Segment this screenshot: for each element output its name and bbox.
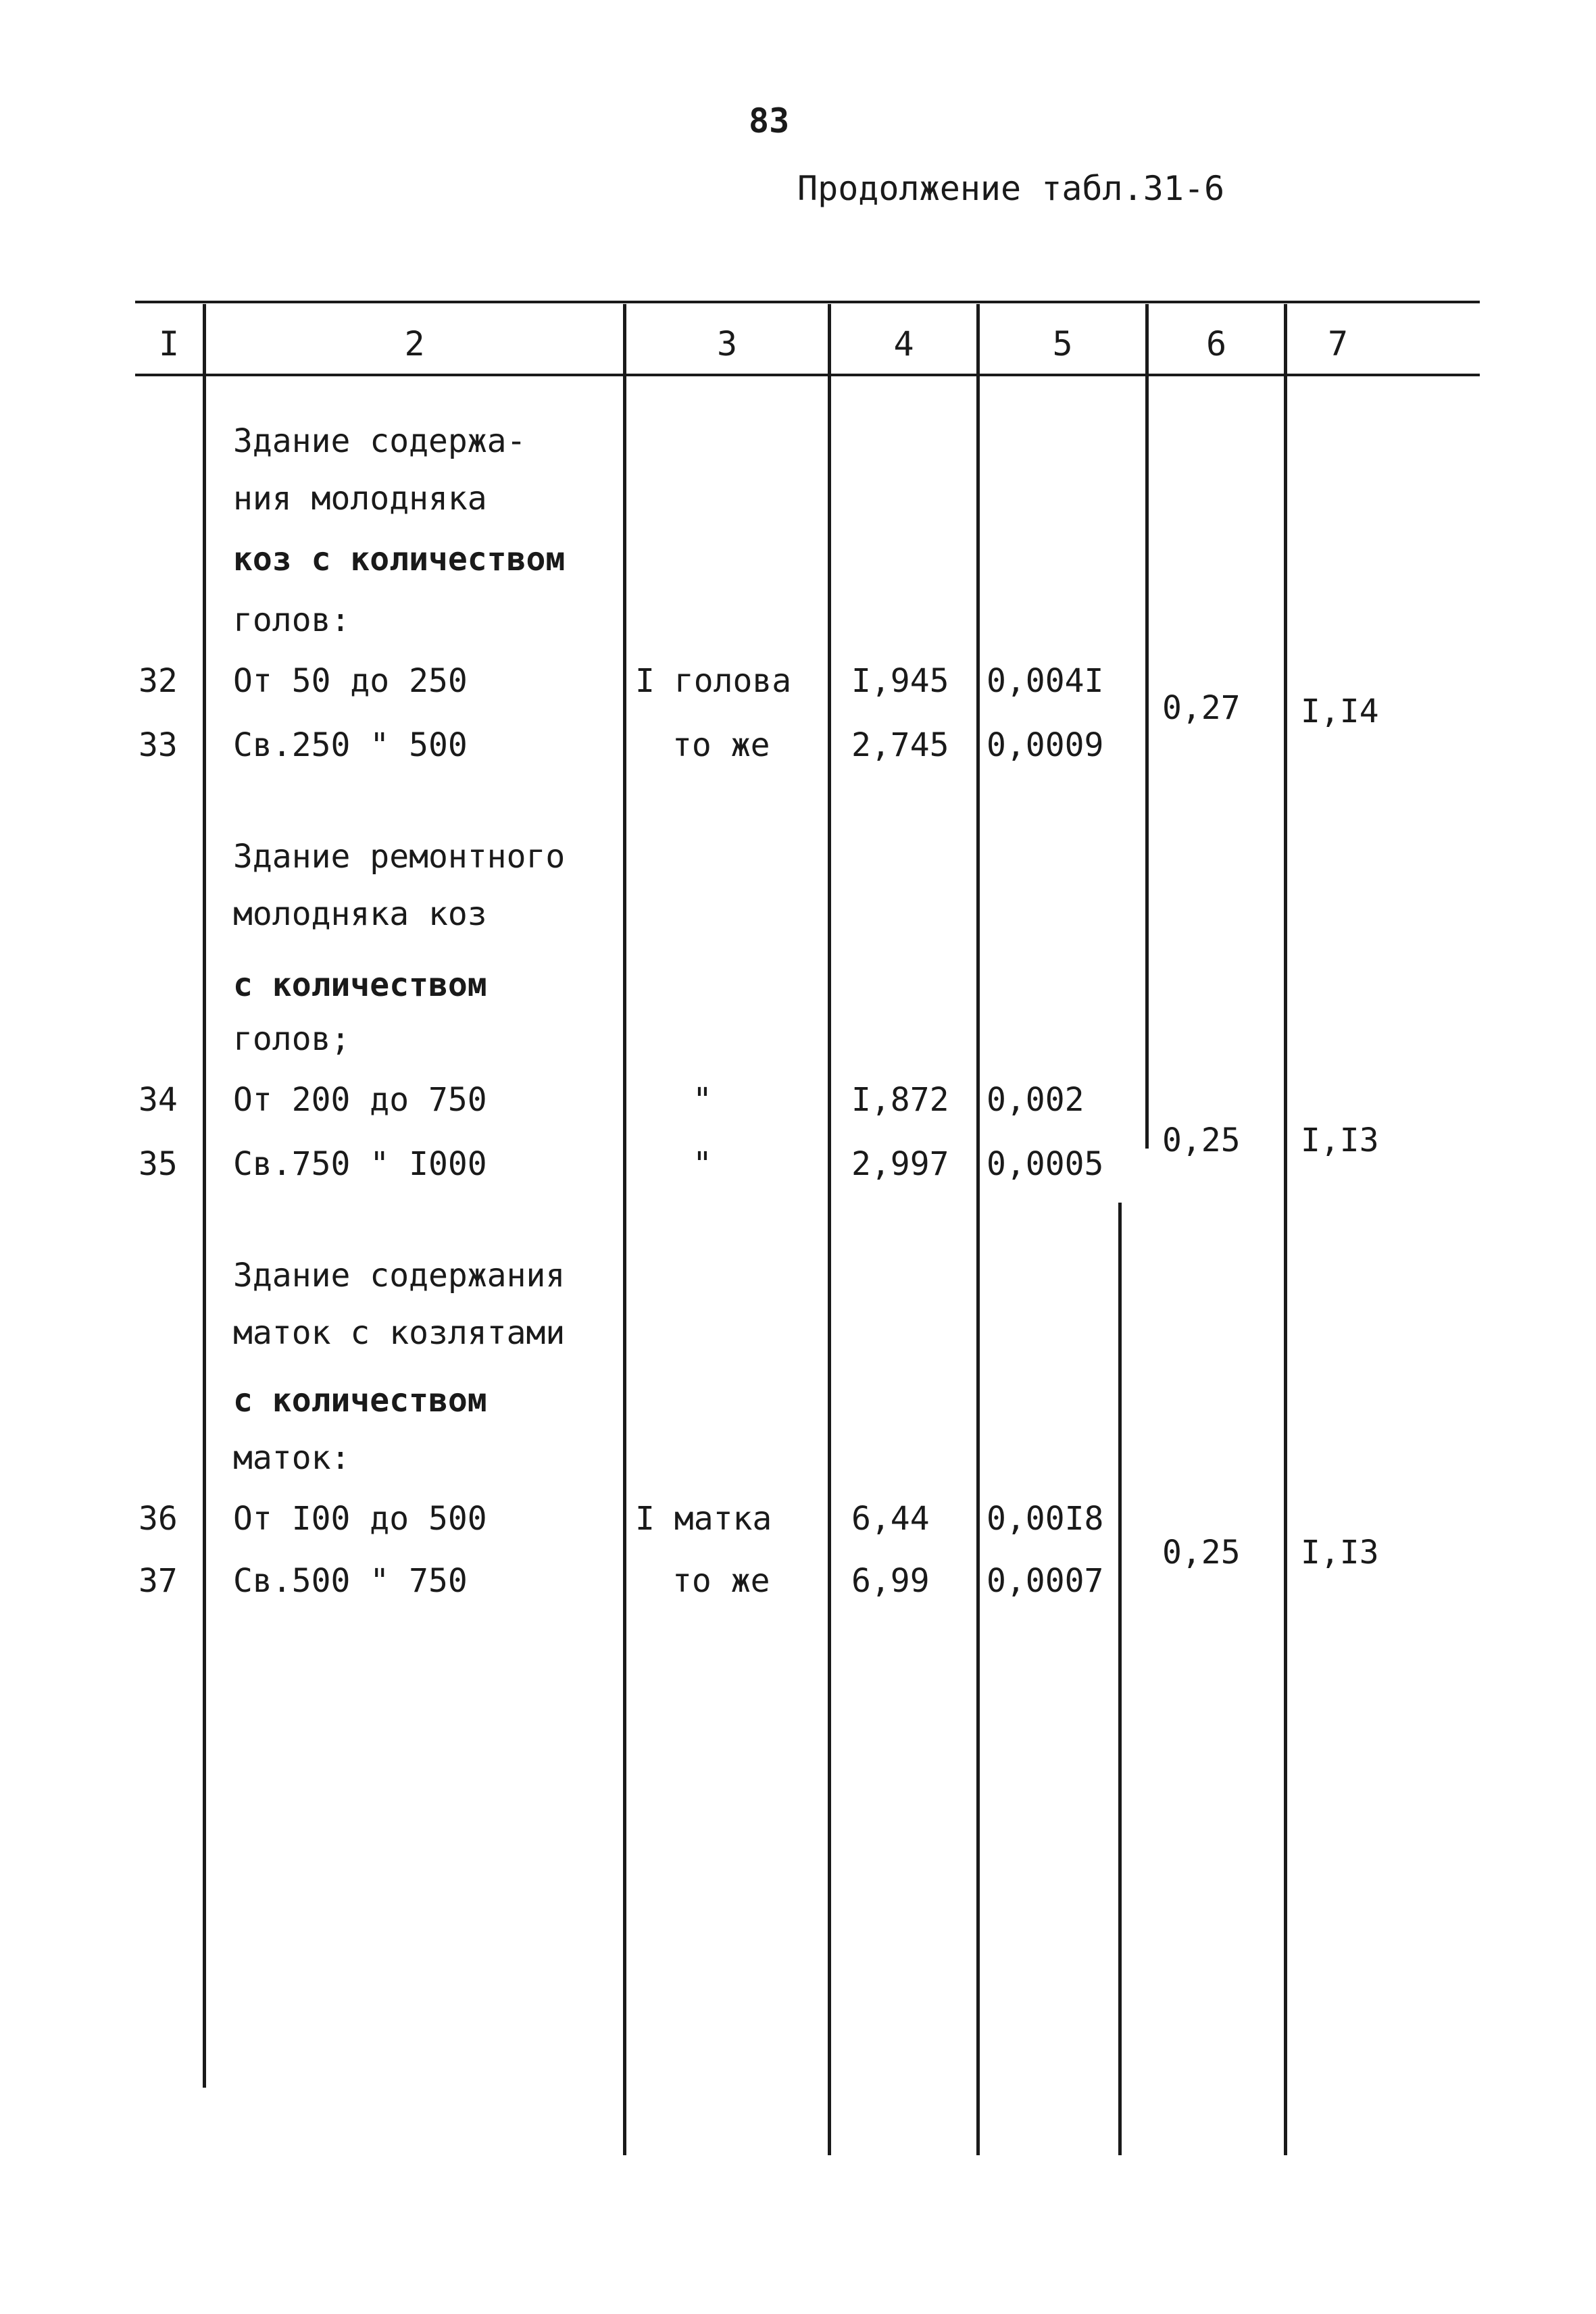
column-divider-6 <box>1284 304 1287 2155</box>
group-heading-line: молодняка коз <box>233 895 487 933</box>
row-number: 36 <box>139 1500 178 1538</box>
row-unit: " <box>693 1145 712 1183</box>
column-divider-5b <box>1118 1203 1122 2155</box>
row-value-col5: 0,0005 <box>987 1145 1104 1183</box>
group-heading-line: голов: <box>233 601 351 639</box>
group-value-col6: 0,27 <box>1162 689 1241 727</box>
row-value-col5: 0,004I <box>987 662 1104 700</box>
group-heading-line: Здание содержания <box>233 1257 566 1294</box>
group-value-col6: 0,25 <box>1162 1534 1241 1571</box>
column-divider-5 <box>1145 304 1149 1149</box>
row-value-col5: 0,002 <box>987 1081 1084 1119</box>
group-heading-line: с количеством <box>233 966 487 1004</box>
row-description: Св.500 " 750 <box>233 1562 468 1600</box>
header-col-1: I <box>158 324 180 363</box>
group-value-col7: I,I3 <box>1301 1122 1379 1159</box>
row-value-col4: 2,745 <box>851 726 949 764</box>
row-value-col4: I,872 <box>851 1081 949 1119</box>
row-unit: то же <box>672 1562 770 1600</box>
row-value-col4: I,945 <box>851 662 949 700</box>
header-col-7: 7 <box>1327 324 1349 363</box>
column-divider-4 <box>976 304 980 2155</box>
column-divider-3 <box>828 304 831 2155</box>
row-number: 34 <box>139 1081 178 1119</box>
group-heading-line: с количеством <box>233 1382 487 1419</box>
row-number: 37 <box>139 1562 178 1600</box>
row-value-col5: 0,0009 <box>987 726 1104 764</box>
header-col-2: 2 <box>404 324 425 363</box>
group-heading-line: Здание ремонтного <box>233 838 566 876</box>
row-number: 32 <box>139 662 178 700</box>
table-caption: Продолжение табл.31-6 <box>797 169 1225 208</box>
header-col-5: 5 <box>1052 324 1073 363</box>
row-description: Св.750 " I000 <box>233 1145 487 1183</box>
row-value-col4: 6,44 <box>851 1500 930 1538</box>
group-heading-line: Здание содержа- <box>233 422 526 460</box>
group-heading-line: ния молодняка <box>233 480 487 518</box>
column-divider-1 <box>203 304 206 2088</box>
row-description: От 50 до 250 <box>233 662 468 700</box>
row-value-col4: 6,99 <box>851 1562 930 1600</box>
row-description: От 200 до 750 <box>233 1081 487 1119</box>
row-value-col5: 0,00I8 <box>987 1500 1104 1538</box>
group-heading-line: голов; <box>233 1020 351 1058</box>
row-unit: " <box>693 1081 712 1119</box>
row-unit: I матка <box>635 1500 772 1538</box>
row-unit: I голова <box>635 662 792 700</box>
row-description: От I00 до 500 <box>233 1500 487 1538</box>
group-value-col7: I,I4 <box>1301 693 1379 730</box>
row-number: 35 <box>139 1145 178 1183</box>
group-heading-line: маток: <box>233 1439 351 1477</box>
row-unit: то же <box>672 726 770 764</box>
table-top-rule <box>135 301 1480 303</box>
row-description: Св.250 " 500 <box>233 726 468 764</box>
row-value-col4: 2,997 <box>851 1145 949 1183</box>
page-number: 83 <box>749 101 790 141</box>
group-heading-line: маток с козлятами <box>233 1314 566 1352</box>
header-col-6: 6 <box>1205 324 1227 363</box>
row-number: 33 <box>139 726 178 764</box>
header-col-3: 3 <box>716 324 738 363</box>
group-value-col6: 0,25 <box>1162 1122 1241 1159</box>
header-col-4: 4 <box>893 324 914 363</box>
group-value-col7: I,I3 <box>1301 1534 1379 1571</box>
header-bottom-rule <box>135 374 1480 376</box>
group-heading-line: коз с количеством <box>233 540 566 578</box>
row-value-col5: 0,0007 <box>987 1562 1104 1600</box>
column-divider-2 <box>623 304 626 2155</box>
